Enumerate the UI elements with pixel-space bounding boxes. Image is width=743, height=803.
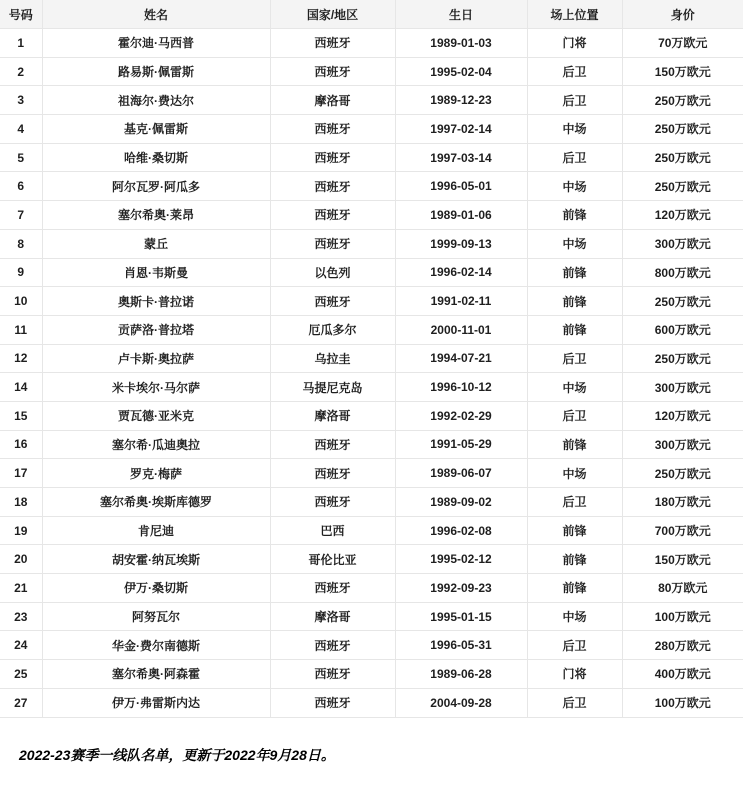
table-cell: 门将 (527, 660, 622, 689)
table-cell: 10 (0, 287, 42, 316)
table-cell: 肯尼迪 (42, 516, 270, 545)
table-cell: 塞尔希奥·阿森霍 (42, 660, 270, 689)
table-cell: 西班牙 (270, 287, 395, 316)
table-cell: 中场 (527, 229, 622, 258)
table-cell: 前锋 (527, 258, 622, 287)
header-birthday: 生日 (395, 0, 527, 29)
table-cell: 400万欧元 (622, 660, 743, 689)
table-cell: 西班牙 (270, 574, 395, 603)
table-cell: 120万欧元 (622, 201, 743, 230)
table-row (0, 143, 743, 172)
table-row (0, 29, 743, 58)
table-cell: 27 (0, 688, 42, 717)
table-cell: 300万欧元 (622, 229, 743, 258)
table-cell: 8 (0, 229, 42, 258)
table-cell: 100万欧元 (622, 688, 743, 717)
table-row (0, 602, 743, 631)
table-row (0, 201, 743, 230)
table-cell: 胡安霍·纳瓦埃斯 (42, 545, 270, 574)
table-row (0, 344, 743, 373)
table-cell: 西班牙 (270, 688, 395, 717)
table-cell: 1989-12-23 (395, 86, 527, 115)
table-cell: 祖海尔·费达尔 (42, 86, 270, 115)
table-cell: 后卫 (527, 631, 622, 660)
table-row (0, 315, 743, 344)
table-cell: 西班牙 (270, 660, 395, 689)
roster-footnote: 2022-23赛季一线队名单，更新于2022年9月28日。 (19, 746, 335, 763)
table-cell: 摩洛哥 (270, 401, 395, 430)
table-cell: 哥伦比亚 (270, 545, 395, 574)
header-number: 号码 (0, 0, 42, 29)
table-cell: 280万欧元 (622, 631, 743, 660)
table-cell: 2000-11-01 (395, 315, 527, 344)
table-cell: 1996-05-31 (395, 631, 527, 660)
table-cell: 1995-01-15 (395, 602, 527, 631)
table-cell: 前锋 (527, 430, 622, 459)
header-value: 身价 (622, 0, 743, 29)
header-country: 国家/地区 (270, 0, 395, 29)
table-cell: 奥斯卡·普拉诺 (42, 287, 270, 316)
table-cell: 基克·佩雷斯 (42, 115, 270, 144)
header-name: 姓名 (42, 0, 270, 29)
table-cell: 后卫 (527, 401, 622, 430)
table-cell: 肖恩·韦斯曼 (42, 258, 270, 287)
table-cell: 1989-01-06 (395, 201, 527, 230)
table-cell: 塞尔希奥·埃斯库德罗 (42, 488, 270, 517)
table-cell: 800万欧元 (622, 258, 743, 287)
table-cell: 1996-02-08 (395, 516, 527, 545)
table-cell: 1997-03-14 (395, 143, 527, 172)
table-row (0, 86, 743, 115)
table-cell: 1 (0, 29, 42, 58)
table-cell: 250万欧元 (622, 143, 743, 172)
table-cell: 1995-02-04 (395, 57, 527, 86)
table-row (0, 229, 743, 258)
table-cell: 哈维·桑切斯 (42, 143, 270, 172)
table-cell: 700万欧元 (622, 516, 743, 545)
table-row (0, 115, 743, 144)
table-row (0, 631, 743, 660)
table-cell: 15 (0, 401, 42, 430)
table-cell: 米卡埃尔·马尔萨 (42, 373, 270, 402)
table-cell: 西班牙 (270, 57, 395, 86)
table-cell: 西班牙 (270, 631, 395, 660)
table-cell: 1991-02-11 (395, 287, 527, 316)
table-cell: 前锋 (527, 574, 622, 603)
table-cell: 250万欧元 (622, 287, 743, 316)
table-cell: 蒙丘 (42, 229, 270, 258)
table-cell: 霍尔迪·马西普 (42, 29, 270, 58)
table-cell: 7 (0, 201, 42, 230)
table-cell: 3 (0, 86, 42, 115)
table-cell: 中场 (527, 602, 622, 631)
table-cell: 贾瓦德·亚米克 (42, 401, 270, 430)
table-cell: 600万欧元 (622, 315, 743, 344)
table-cell: 5 (0, 143, 42, 172)
table-cell: 250万欧元 (622, 344, 743, 373)
table-row (0, 459, 743, 488)
table-cell: 24 (0, 631, 42, 660)
table-cell: 塞尔希·瓜迪奥拉 (42, 430, 270, 459)
table-cell: 16 (0, 430, 42, 459)
table-row (0, 688, 743, 717)
table-cell: 前锋 (527, 201, 622, 230)
table-cell: 11 (0, 315, 42, 344)
table-cell: 西班牙 (270, 229, 395, 258)
table-cell: 2 (0, 57, 42, 86)
table-cell: 路易斯·佩雷斯 (42, 57, 270, 86)
table-cell: 21 (0, 574, 42, 603)
table-cell: 西班牙 (270, 115, 395, 144)
header-position: 场上位置 (527, 0, 622, 29)
table-cell: 150万欧元 (622, 57, 743, 86)
table-cell: 后卫 (527, 688, 622, 717)
table-cell: 9 (0, 258, 42, 287)
table-cell: 70万欧元 (622, 29, 743, 58)
table-cell: 马提尼克岛 (270, 373, 395, 402)
table-cell: 1992-02-29 (395, 401, 527, 430)
table-cell: 后卫 (527, 57, 622, 86)
table-cell: 门将 (527, 29, 622, 58)
table-cell: 1989-09-02 (395, 488, 527, 517)
table-cell: 300万欧元 (622, 430, 743, 459)
table-cell: 罗克·梅萨 (42, 459, 270, 488)
table-cell: 西班牙 (270, 459, 395, 488)
table-cell: 卢卡斯·奥拉萨 (42, 344, 270, 373)
table-cell: 厄瓜多尔 (270, 315, 395, 344)
table-cell: 1989-06-28 (395, 660, 527, 689)
table-cell: 摩洛哥 (270, 602, 395, 631)
table-cell: 1991-05-29 (395, 430, 527, 459)
table-cell: 250万欧元 (622, 172, 743, 201)
table-cell: 1989-06-07 (395, 459, 527, 488)
table-cell: 中场 (527, 373, 622, 402)
table-cell: 中场 (527, 172, 622, 201)
table-cell: 伊万·桑切斯 (42, 574, 270, 603)
table-cell: 6 (0, 172, 42, 201)
table-cell: 18 (0, 488, 42, 517)
table-row (0, 574, 743, 603)
table-cell: 1992-09-23 (395, 574, 527, 603)
table-row (0, 401, 743, 430)
table-cell: 1996-10-12 (395, 373, 527, 402)
table-cell: 阿努瓦尔 (42, 602, 270, 631)
table-cell: 1989-01-03 (395, 29, 527, 58)
header-row (0, 0, 743, 29)
table-cell: 250万欧元 (622, 459, 743, 488)
table-cell: 12 (0, 344, 42, 373)
table-cell: 以色列 (270, 258, 395, 287)
table-cell: 2004-09-28 (395, 688, 527, 717)
table-row (0, 172, 743, 201)
table-row (0, 516, 743, 545)
table-cell: 后卫 (527, 143, 622, 172)
table-cell: 80万欧元 (622, 574, 743, 603)
table-cell: 西班牙 (270, 488, 395, 517)
table-cell: 西班牙 (270, 172, 395, 201)
table-row (0, 258, 743, 287)
table-cell: 250万欧元 (622, 115, 743, 144)
table-row (0, 660, 743, 689)
table-row (0, 57, 743, 86)
table-cell: 贡萨洛·普拉塔 (42, 315, 270, 344)
table-cell: 后卫 (527, 86, 622, 115)
table-cell: 中场 (527, 459, 622, 488)
table-cell: 250万欧元 (622, 86, 743, 115)
table-cell: 19 (0, 516, 42, 545)
table-cell: 1995-02-12 (395, 545, 527, 574)
table-cell: 25 (0, 660, 42, 689)
table-cell: 300万欧元 (622, 373, 743, 402)
table-cell: 前锋 (527, 545, 622, 574)
table-cell: 后卫 (527, 344, 622, 373)
table-cell: 100万欧元 (622, 602, 743, 631)
table-cell: 1996-02-14 (395, 258, 527, 287)
table-cell: 20 (0, 545, 42, 574)
table-row (0, 545, 743, 574)
table-cell: 23 (0, 602, 42, 631)
table-cell: 巴西 (270, 516, 395, 545)
table-row (0, 287, 743, 316)
table-cell: 西班牙 (270, 29, 395, 58)
table-cell: 1994-07-21 (395, 344, 527, 373)
table-cell: 西班牙 (270, 430, 395, 459)
table-cell: 塞尔希奥·莱昂 (42, 201, 270, 230)
table-row (0, 373, 743, 402)
table-cell: 180万欧元 (622, 488, 743, 517)
table-cell: 中场 (527, 115, 622, 144)
table-row (0, 430, 743, 459)
table-cell: 华金·费尔南德斯 (42, 631, 270, 660)
table-cell: 1997-02-14 (395, 115, 527, 144)
roster-table-body (0, 29, 743, 718)
table-cell: 14 (0, 373, 42, 402)
table-cell: 120万欧元 (622, 401, 743, 430)
table-cell: 17 (0, 459, 42, 488)
table-cell: 伊万·弗雷斯内达 (42, 688, 270, 717)
table-cell: 乌拉圭 (270, 344, 395, 373)
table-cell: 前锋 (527, 516, 622, 545)
table-cell: 前锋 (527, 315, 622, 344)
table-cell: 西班牙 (270, 143, 395, 172)
table-row (0, 488, 743, 517)
table-cell: 150万欧元 (622, 545, 743, 574)
table-cell: 西班牙 (270, 201, 395, 230)
table-cell: 4 (0, 115, 42, 144)
table-cell: 后卫 (527, 488, 622, 517)
table-cell: 前锋 (527, 287, 622, 316)
table-header (0, 0, 743, 29)
table-cell: 摩洛哥 (270, 86, 395, 115)
table-cell: 阿尔瓦罗·阿瓜多 (42, 172, 270, 201)
table-cell: 1999-09-13 (395, 229, 527, 258)
table-cell: 1996-05-01 (395, 172, 527, 201)
